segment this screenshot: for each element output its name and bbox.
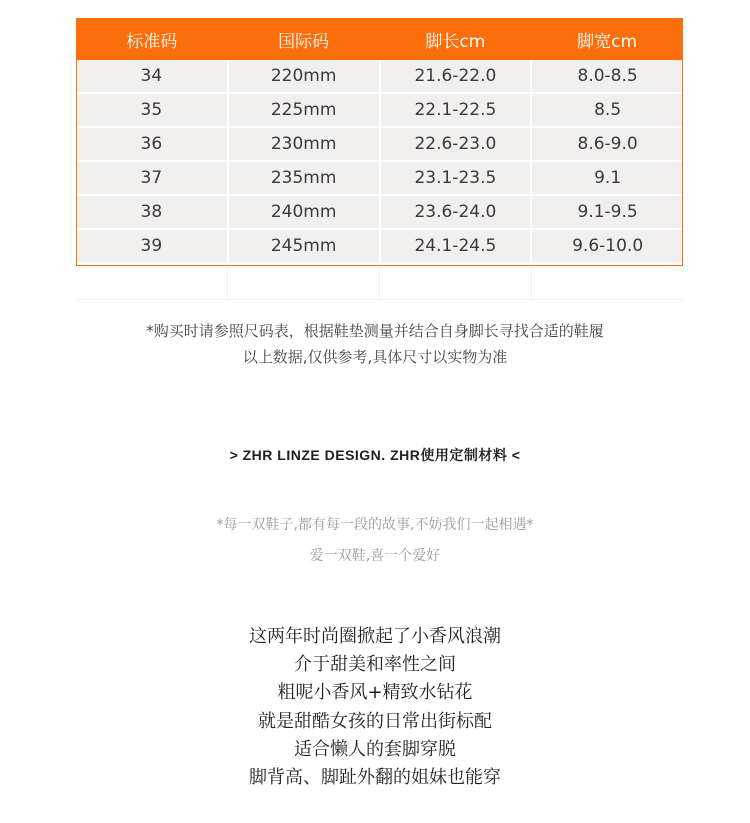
story-line-6: 脚背高、脚趾外翻的姐妹也能穿 (249, 767, 501, 788)
story-line-3: 粗呢小香风+精致水钻花 (277, 682, 473, 703)
header-foot-width: 脚宽cm (531, 18, 683, 60)
table-row (76, 229, 683, 263)
cell-foot-width: 9.6-10.0 (531, 229, 683, 263)
cell-foot-length: 22.6-23.0 (380, 127, 532, 161)
cell-foot-width: 8.5 (531, 93, 683, 127)
table-row (76, 195, 683, 229)
header-foot-length: 脚长cm (380, 18, 532, 60)
empty-cell (532, 266, 683, 299)
quote-line-2: 爱一双鞋,喜一个爱好 (309, 548, 441, 564)
cell-international-size: 230mm (228, 127, 380, 161)
cell-foot-length: 23.6-24.0 (380, 195, 532, 229)
table-row (76, 60, 683, 93)
header-international-size: 国际码 (228, 18, 380, 60)
cell-foot-width: 8.0-8.5 (531, 60, 683, 93)
cell-standard-size: 38 (76, 195, 228, 229)
quote-line-1: *每一双鞋子,都有每一段的故事,不妨我们一起相遇* (216, 517, 534, 533)
table-row (76, 93, 683, 127)
size-chart-header-row (76, 18, 683, 60)
table-row (76, 127, 683, 161)
cell-international-size: 240mm (228, 195, 380, 229)
cell-foot-length: 23.1-23.5 (380, 161, 532, 195)
size-chart-table (76, 18, 683, 264)
cell-standard-size: 39 (76, 229, 228, 263)
empty-cell (76, 266, 228, 299)
story-line-5: 适合懒人的套脚穿脱 (294, 739, 456, 760)
cell-foot-length: 21.6-22.0 (380, 60, 532, 93)
cell-standard-size: 36 (76, 127, 228, 161)
cell-international-size: 220mm (228, 60, 380, 93)
cell-foot-length: 24.1-24.5 (380, 229, 532, 263)
cell-foot-width: 9.1 (531, 161, 683, 195)
cell-foot-width: 9.1-9.5 (531, 195, 683, 229)
empty-cell (228, 266, 380, 299)
table-row (76, 161, 683, 195)
cell-international-size: 225mm (228, 93, 380, 127)
cell-international-size: 235mm (228, 161, 380, 195)
empty-cell (380, 266, 532, 299)
cell-standard-size: 34 (76, 60, 228, 93)
cell-standard-size: 35 (76, 93, 228, 127)
story-line-4: 就是甜酷女孩的日常出街标配 (258, 711, 492, 732)
header-standard-size: 标准码 (76, 18, 228, 60)
story-line-1: 这两年时尚圈掀起了小香风浪潮 (249, 626, 501, 647)
story-line-2: 介于甜美和率性之间 (294, 654, 456, 675)
cell-standard-size: 37 (76, 161, 228, 195)
size-disclaimer-note: 以上数据,仅供参考,具体尺寸以实物为准 (242, 348, 508, 366)
cell-international-size: 245mm (228, 229, 380, 263)
brand-tagline: > ZHR LINZE DESIGN. ZHR使用定制材料 < (229, 447, 521, 463)
cell-foot-length: 22.1-22.5 (380, 93, 532, 127)
empty-table-row (76, 266, 683, 300)
cell-foot-width: 8.6-9.0 (531, 127, 683, 161)
size-advice-note: *购买时请参照尺码表，根据鞋垫测量并结合自身脚长寻找合适的鞋履 (146, 322, 604, 340)
